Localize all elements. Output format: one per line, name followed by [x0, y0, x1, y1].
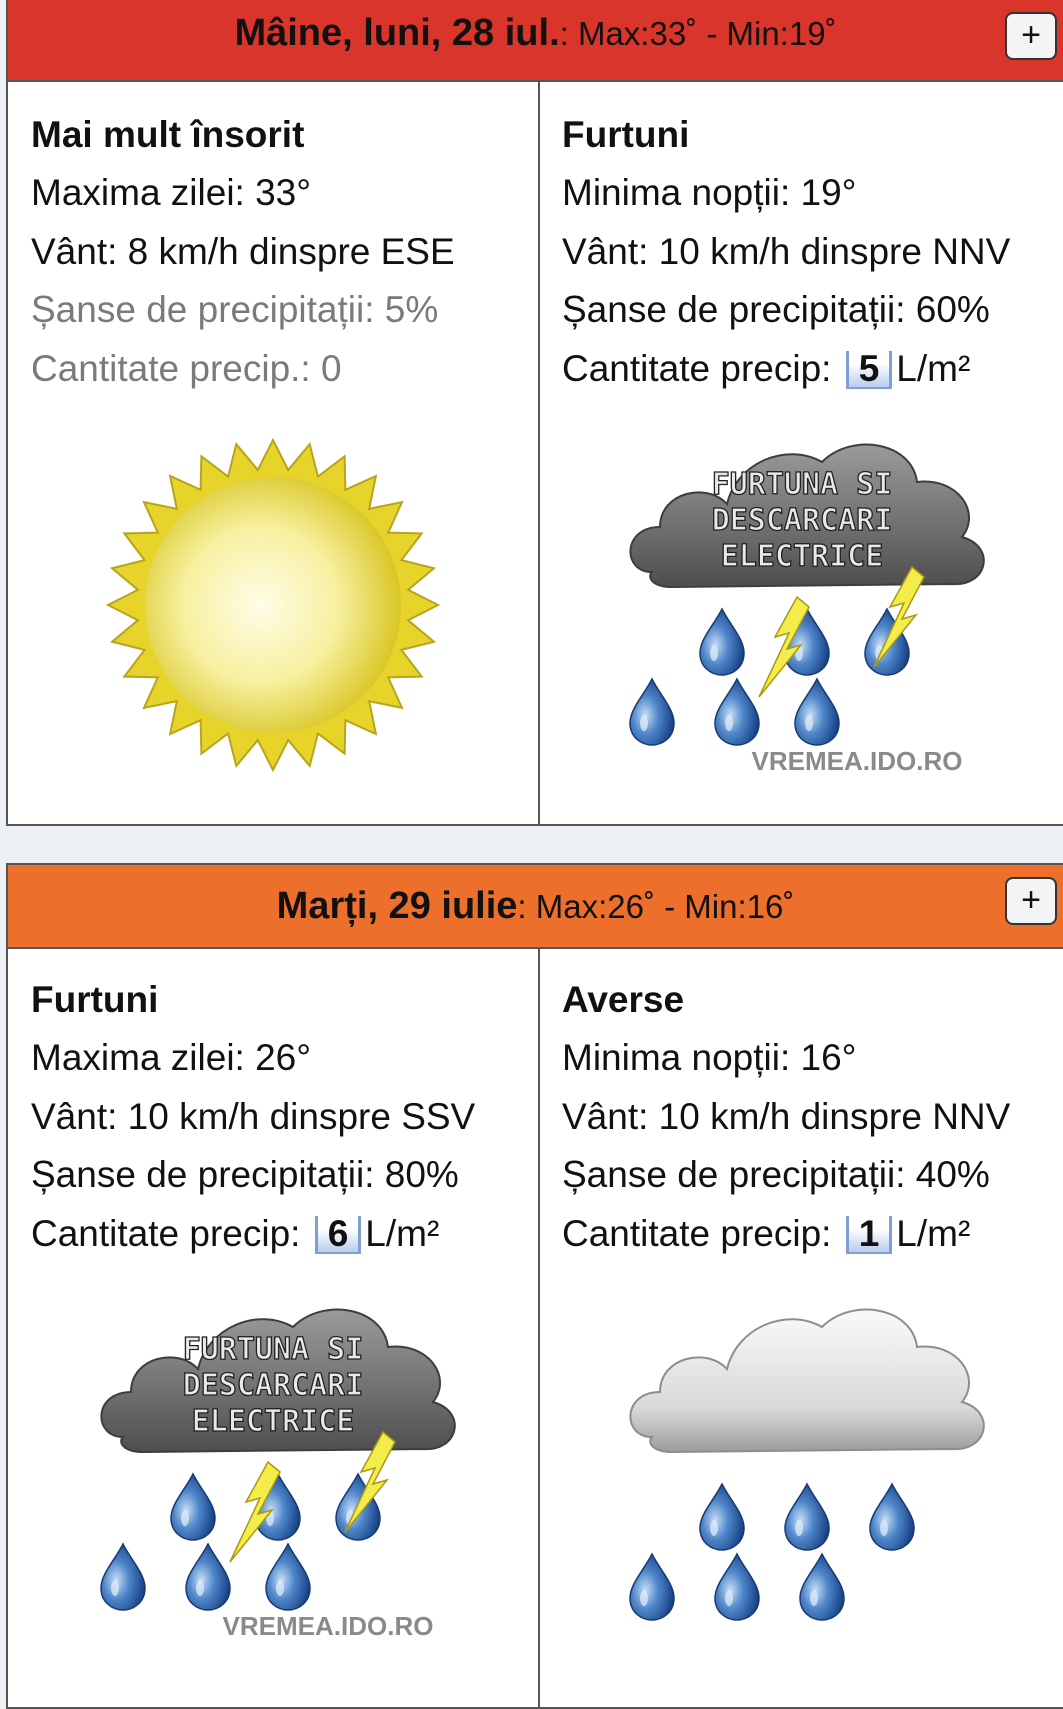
- icon-text-2: DESCARCARI: [711, 503, 892, 538]
- precip-unit: L/m²: [365, 1212, 440, 1254]
- precip-chance: Șanse de precipitații: 5%: [31, 289, 439, 330]
- wind: Vânt: 10 km/h dinspre NNV: [562, 1095, 1011, 1137]
- rain-cloud-icon: [612, 1287, 992, 1647]
- night-forecast: [540, 947, 1063, 1707]
- max-temp: Maxima zilei: 26°: [31, 1037, 312, 1078]
- icon-text-1: FURTUNA SI: [182, 1332, 364, 1367]
- expand-button[interactable]: +: [1005, 12, 1057, 60]
- day-header[interactable]: [8, 865, 1063, 949]
- precip-chance: Șanse de precipitații: 60%: [562, 289, 990, 330]
- precip-amount: Cantitate precip.: 0: [31, 347, 342, 389]
- precip-chance: Șanse de precipitații: 40%: [562, 1154, 990, 1195]
- header-separator: :: [517, 888, 527, 925]
- sun-icon: [98, 430, 448, 780]
- wind: Vânt: 10 km/h dinspre SSV: [31, 1095, 476, 1137]
- precip-amount: [562, 1205, 1063, 1264]
- condition: Furtuni: [31, 979, 159, 1020]
- forecast-day-1: [6, 0, 1063, 826]
- precip-amount: [562, 340, 1063, 399]
- watermark: VREMEA.IDO.RO: [751, 746, 962, 776]
- day-title: Marți, 29 iulie: [276, 885, 518, 927]
- thunderstorm-icon: [612, 422, 992, 782]
- day-forecast: [8, 947, 540, 1707]
- wind: Vânt: 10 km/h dinspre NNV: [562, 230, 1011, 272]
- day-forecast: [8, 82, 540, 824]
- icon-text-2: DESCARCARI: [182, 1368, 364, 1403]
- precip-label: Cantitate precip:: [562, 1212, 832, 1254]
- condition: Furtuni: [562, 114, 690, 155]
- icon-text-1: FURTUNA SI: [711, 467, 892, 502]
- watermark: VREMEA.IDO.RO: [222, 1611, 434, 1641]
- temp-range: Max:33˚ - Min:19˚: [568, 15, 837, 52]
- precip-value: 1: [846, 1216, 893, 1254]
- precip-value: 6: [315, 1216, 362, 1254]
- precip-amount: [31, 1205, 538, 1264]
- forecast-day-2: [6, 863, 1063, 1709]
- day-title: Mâine, luni, 28 iul.: [234, 12, 560, 54]
- thunderstorm-icon: [83, 1287, 463, 1647]
- night-forecast: [540, 82, 1063, 824]
- precip-unit: L/m²: [896, 347, 971, 389]
- wind: Vânt: 8 km/h dinspre ESE: [31, 230, 455, 272]
- max-temp: Maxima zilei: 33°: [31, 172, 312, 213]
- precip-label: Cantitate precip:: [562, 347, 832, 389]
- precip-unit: L/m²: [896, 1212, 971, 1254]
- condition: Averse: [562, 979, 685, 1020]
- temp-range: Max:26˚ - Min:16˚: [526, 888, 795, 925]
- precip-chance: Șanse de precipitații: 80%: [31, 1154, 459, 1195]
- header-separator: :: [559, 15, 569, 52]
- precip-value: 5: [846, 351, 893, 389]
- min-temp: Minima nopții: 16°: [562, 1037, 857, 1078]
- icon-text-3: ELECTRICE: [191, 1404, 355, 1439]
- icon-text-3: ELECTRICE: [720, 539, 883, 574]
- min-temp: Minima nopții: 19°: [562, 172, 857, 213]
- expand-button[interactable]: +: [1005, 877, 1057, 925]
- precip-label: Cantitate precip:: [31, 1212, 301, 1254]
- condition: Mai mult însorit: [31, 114, 305, 155]
- day-header[interactable]: [8, 0, 1063, 82]
